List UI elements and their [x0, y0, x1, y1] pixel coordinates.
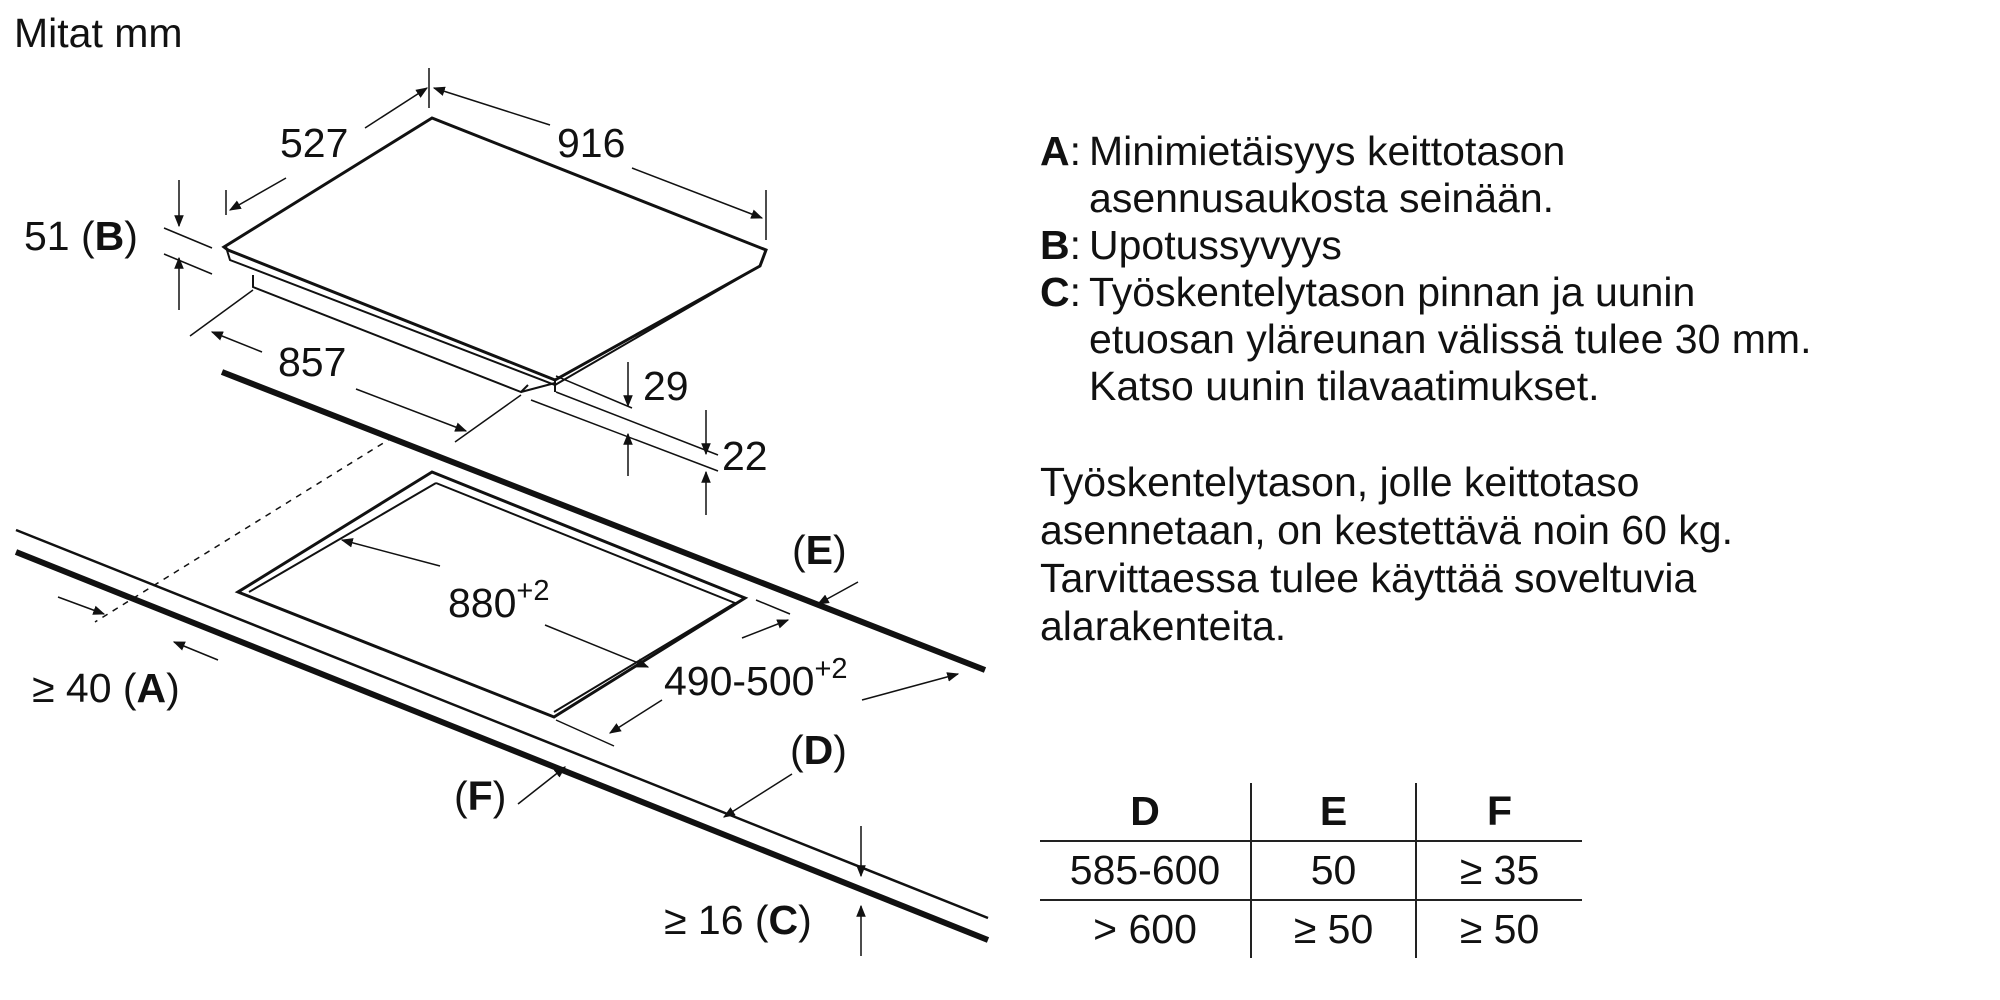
table-cell: > 600	[1040, 900, 1251, 958]
table-cell: 50	[1251, 841, 1416, 900]
legend-text: Minimietäisyys keittotason	[1089, 128, 1566, 174]
label-40: ≥ 40 (A)	[32, 665, 180, 711]
legend-text: Upotussyvyys	[1089, 222, 1342, 268]
note-line: asennetaan, on kestettävä noin 60 kg.	[1040, 507, 1733, 553]
dim-22	[531, 400, 718, 515]
legend-item-c: C : Työskentelytason pinnan ja uunin etuosan yläreunan välissä tulee 30 mm. Katso uunin tilavaatimukset.	[1040, 269, 1812, 409]
dim-51	[164, 180, 212, 310]
label-916: 916	[557, 120, 626, 166]
label-490-500: $490-500^{+2}$	[664, 653, 848, 704]
load-note	[1040, 458, 1980, 650]
table-header: E	[1251, 783, 1416, 841]
label-29: 29	[643, 363, 689, 409]
label-527: 527	[280, 120, 349, 166]
table-cell: 585-600	[1040, 841, 1251, 900]
note-line: Työskentelytason, jolle keittotaso	[1040, 459, 1640, 505]
dim-e	[818, 582, 858, 604]
label-880: $880^{+2}$	[448, 575, 550, 626]
legend-text: etuosan yläreunan välissä tulee 30 mm.	[1089, 316, 1812, 362]
note-line: Tarvittaessa tulee käyttää soveltuvia	[1040, 555, 1697, 601]
legend-text: Katso uunin tilavaatimukset.	[1089, 363, 1600, 409]
dimensions-table	[1040, 783, 1582, 958]
dim-40	[58, 597, 218, 660]
legend-key: B	[1040, 222, 1070, 268]
legend-text: asennusaukosta seinään.	[1089, 175, 1555, 221]
legend-key: A	[1040, 128, 1070, 174]
table-header-row	[1040, 783, 1582, 841]
table-cell: ≥ 50	[1459, 906, 1540, 952]
label-f: (F)	[454, 773, 507, 819]
legend-item-a: A : Minimietäisyys keittotason asennusaukosta seinään.	[1040, 128, 1566, 221]
label-16: ≥ 16 (C)	[664, 897, 812, 943]
label-d: (D)	[790, 727, 847, 773]
table-row	[1040, 841, 1582, 900]
table-header: D	[1040, 783, 1251, 841]
label-e: (E)	[792, 527, 847, 573]
page-title: Mitat mm	[14, 10, 183, 56]
label-857: 857	[278, 339, 347, 385]
dim-f	[518, 767, 565, 804]
note-line: alarakenteita.	[1040, 603, 1287, 649]
label-22: 22	[722, 433, 768, 479]
table-header: F	[1416, 783, 1582, 841]
table-row	[1040, 900, 1582, 958]
label-51: 51 (B)	[24, 213, 138, 259]
legend-text: Työskentelytason pinnan ja uunin	[1089, 269, 1696, 315]
legend-key: C	[1040, 269, 1070, 315]
legend-item-b: B : Upotussyvyys	[1040, 222, 1342, 268]
table-cell: ≥ 35	[1416, 841, 1582, 900]
legend	[1040, 128, 1980, 410]
table-cell: ≥ 50	[1251, 900, 1416, 958]
